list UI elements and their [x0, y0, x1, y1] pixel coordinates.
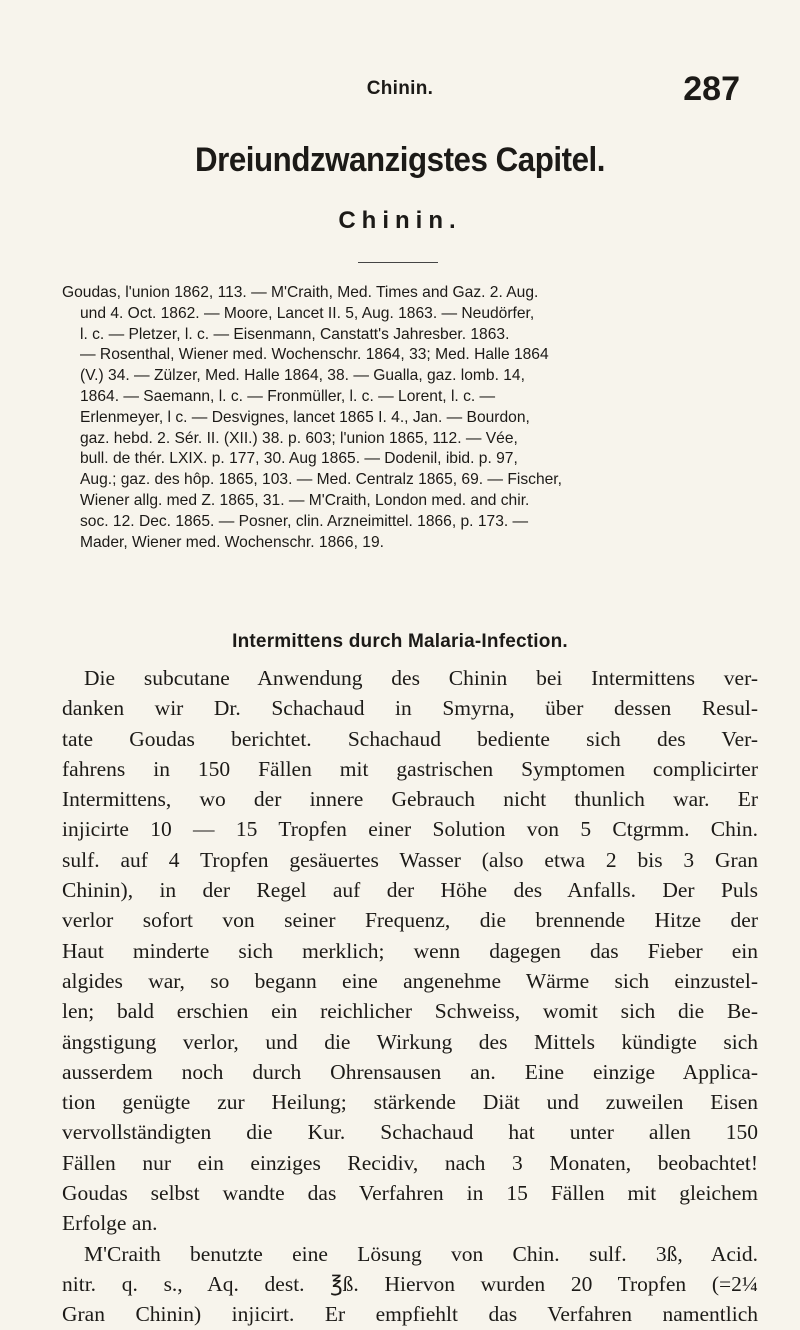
body-line: injicirte 10 — 15 Tropfen einer Solution von 5 Ctgrmm. Chin.: [62, 817, 758, 842]
bibliography-line: (V.) 34. — Zülzer, Med. Halle 1864, 38. — Gualla, gaz. lomb. 14,: [80, 367, 525, 385]
body-line: ängstigung verlor, und die Wirkung des Mittels kündigte sich: [62, 1029, 758, 1054]
body-line: Gran Chinin) injicirt. Er empfiehlt das Verfahren namentlich: [62, 1302, 758, 1327]
bibliography-line: soc. 12. Dec. 1865. — Posner, clin. Arzneimittel. 1866, p. 173. —: [80, 512, 529, 530]
body-line: algides war, so begann eine angenehme Wärme sich einzustel-: [62, 968, 758, 993]
body-line: Intermittens, wo der innere Gebrauch nicht thunlich war. Er: [62, 787, 758, 812]
bibliography-line: und 4. Oct. 1862. — Moore, Lancet II. 5, Aug. 1863. — Neudörfer,: [80, 304, 535, 322]
body-line: Chinin), in der Regel auf der Höhe des Anfalls. Der Puls: [62, 878, 758, 903]
body-line: nitr. q. s., Aq. dest. ℥ß. Hiervon wurden 20 Tropfen (=2¼: [62, 1271, 758, 1296]
body-line: Goudas selbst wandte das Verfahren in 15 Fällen mit gleichem: [62, 1181, 758, 1206]
section-heading: Intermittens durch Malaria-Infection.: [232, 631, 568, 652]
body-line: Haut minderte sich merklich; wenn dagegen das Fieber ein: [62, 938, 758, 963]
body-line: len; bald erschien ein reichlicher Schweiss, womit sich die Be-: [62, 999, 758, 1024]
body-line: danken wir Dr. Schachaud in Smyrna, über dessen Resul-: [62, 696, 758, 721]
running-title: Chinin.: [366, 78, 434, 99]
body-line: Fällen nur ein einziges Recidiv, nach 3 Monaten, beobachtet!: [62, 1150, 758, 1175]
body-line: verlor sofort von seiner Frequenz, die brennende Hitze der: [62, 908, 758, 933]
body-line: tate Goudas berichtet. Schachaud bediente sich des Ver-: [62, 726, 758, 751]
body-line: M'Craith benutzte eine Lösung von Chin. sulf. 3ß, Acid.: [84, 1241, 758, 1266]
body-line: tion genügte zur Heilung; stärkende Diät und zuweilen Eisen: [62, 1090, 758, 1115]
page-number: 287: [683, 70, 740, 108]
bibliography: [62, 283, 756, 553]
body-line: vervollständigten die Kur. Schachaud hat unter allen 150: [62, 1120, 758, 1145]
bibliography-line: gaz. hebd. 2. Sér. II. (XII.) 38. p. 603; l'union 1865, 112. — Vée,: [80, 429, 518, 447]
bibliography-line: l. c. — Pletzer, l. c. — Eisenmann, Canstatt's Jahresber. 1863.: [80, 325, 510, 343]
bibliography-line: 1864. — Saemann, l. c. — Fronmüller, l. c. — Lorent, l. c. —: [80, 387, 496, 405]
bibliography-line: — Rosenthal, Wiener med. Wochenschr. 1864, 33; Med. Halle 1864: [80, 346, 549, 364]
body-line: sulf. auf 4 Tropfen gesäuertes Wasser (also etwa 2 bis 3 Gran: [62, 847, 758, 872]
body-line: Erfolge an.: [62, 1211, 158, 1236]
bibliography-line: bull. de thér. LXIX. p. 177, 30. Aug 1865. — Dodenil, ibid. p. 97,: [80, 450, 518, 468]
bibliography-line: Wiener allg. med Z. 1865, 31. — M'Craith, London med. and chir.: [80, 491, 530, 509]
running-head: [60, 70, 740, 110]
chapter-subject: Chinin.: [338, 207, 462, 234]
body-line: fahrens in 150 Fällen mit gastrischen Symptomen complicirter: [62, 756, 758, 781]
body-line: ausserdem noch durch Ohrensausen an. Eine einzige Applica-: [62, 1059, 758, 1084]
bibliography-line: Erlenmeyer, l c. — Desvignes, lancet 1865 I. 4., Jan. — Bourdon,: [80, 408, 530, 426]
bibliography-line: Aug.; gaz. des hôp. 1865, 103. — Med. Centralz 1865, 69. — Fischer,: [80, 471, 562, 489]
chapter-title: Dreiundzwanzigstes Capitel.: [195, 141, 605, 179]
separator-rule: [358, 262, 438, 263]
body-line: Die subcutane Anwendung des Chinin bei Intermittens ver-: [84, 666, 758, 690]
body-text: [62, 663, 758, 1330]
bibliography-line: Mader, Wiener med. Wochenschr. 1866, 19.: [80, 533, 384, 551]
bibliography-line: Goudas, l'union 1862, 113. — M'Craith, Med. Times and Gaz. 2. Aug.: [62, 284, 539, 301]
